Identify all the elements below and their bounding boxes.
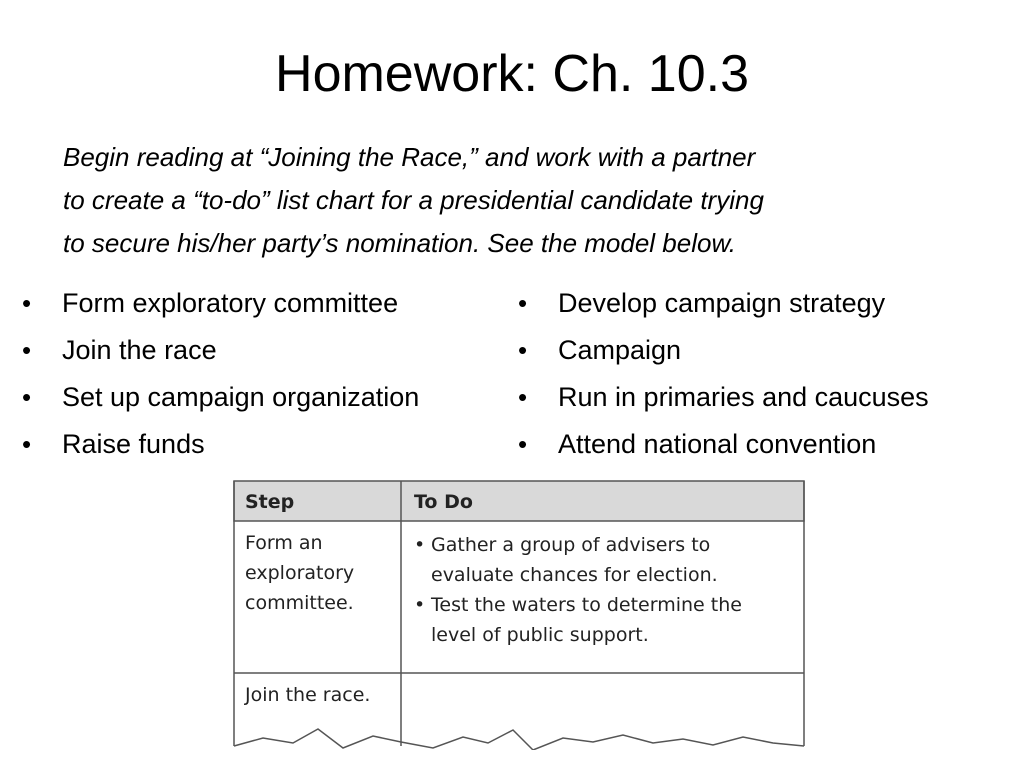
bullet-icon: • xyxy=(22,288,32,318)
todo-list xyxy=(414,530,742,650)
table-header-step: Step xyxy=(245,491,295,513)
bullet-icon: • xyxy=(518,335,528,365)
step-line: exploratory xyxy=(245,562,355,584)
list-item xyxy=(22,327,419,374)
instructions-line: to create a “to-do” list chart for a presidential candidate trying xyxy=(63,185,764,215)
steps-list-left xyxy=(22,280,419,468)
list-item xyxy=(518,280,929,327)
slide-title: Homework: Ch. 10.3 xyxy=(275,45,749,103)
bullet-icon: • xyxy=(518,382,528,412)
step-line: Form an xyxy=(245,532,323,554)
bullet-icon: • xyxy=(518,429,528,459)
instructions-text xyxy=(63,136,993,265)
bullet-icon: • xyxy=(22,335,32,365)
list-item xyxy=(518,421,929,468)
list-item xyxy=(518,327,929,374)
table-header-todo: To Do xyxy=(414,491,473,513)
instructions-line: to secure his/her party’s nomination. See the model below. xyxy=(63,228,737,258)
list-item-label: Raise funds xyxy=(62,429,205,459)
list-item-label: Set up campaign organization xyxy=(62,382,420,412)
bullet-icon: • xyxy=(22,429,32,459)
list-item xyxy=(518,374,929,421)
table-header-band xyxy=(234,481,804,521)
torn-edge xyxy=(234,729,804,750)
steps-list-right xyxy=(518,280,929,468)
todo-line: evaluate chances for election. xyxy=(431,564,718,586)
todo-line: Gather a group of advisers to xyxy=(431,534,711,556)
list-item-label: Join the race xyxy=(62,335,217,365)
todo-line: level of public support. xyxy=(431,624,649,646)
step-line: committee. xyxy=(245,592,354,614)
todo-line: Test the waters to determine the xyxy=(431,594,742,616)
todo-item xyxy=(414,530,742,590)
list-item-label: Attend national convention xyxy=(558,429,877,459)
step-line: Join the race. xyxy=(245,684,371,706)
list-item xyxy=(22,280,419,327)
list-item-label: Run in primaries and caucuses xyxy=(558,382,929,412)
list-item-label: Campaign xyxy=(558,335,682,365)
list-item xyxy=(22,421,419,468)
bullet-icon: • xyxy=(22,382,32,412)
step-cell xyxy=(245,528,354,618)
todo-item xyxy=(414,590,742,650)
list-item-label: Form exploratory committee xyxy=(62,288,399,318)
list-item-label: Develop campaign strategy xyxy=(558,288,886,318)
bullet-icon: • xyxy=(518,288,528,318)
bullet-icon: • xyxy=(414,534,426,556)
list-item xyxy=(22,374,419,421)
model-table xyxy=(233,480,805,750)
instructions-line: Begin reading at “Joining the Race,” and work with a partner xyxy=(63,142,756,172)
step-cell xyxy=(245,680,370,710)
todo-cell xyxy=(414,530,742,650)
bullet-icon: • xyxy=(414,594,426,616)
